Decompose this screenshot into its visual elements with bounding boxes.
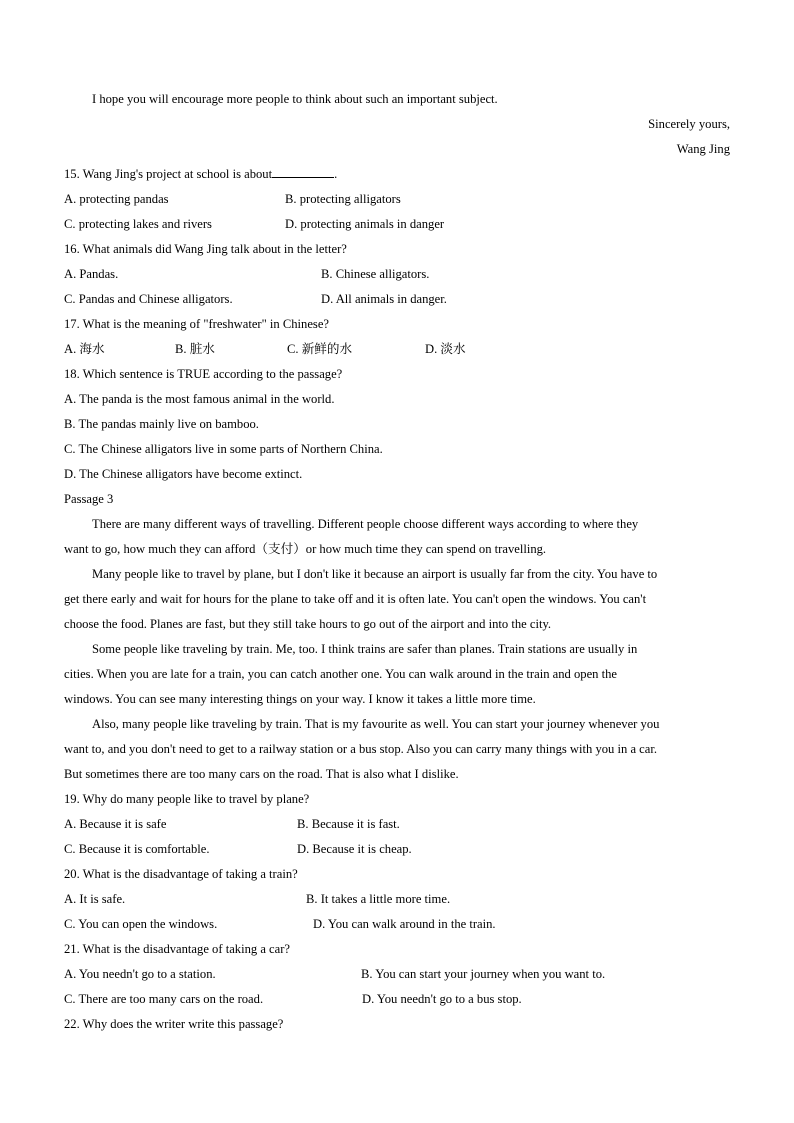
option-d: D. You needn't go to a bus stop. xyxy=(362,992,522,1006)
question-19-options-row-2 xyxy=(64,837,730,862)
passage-line: choose the food. Planes are fast, but they still take hours to go out of the airport and into the city. xyxy=(64,617,552,631)
question-19-options-row-1 xyxy=(64,812,730,837)
question-18-stem: 18. Which sentence is TRUE according to the passage? xyxy=(64,367,343,381)
option-d: D. The Chinese alligators have become extinct. xyxy=(64,467,303,481)
option-d: D. protecting animals in danger xyxy=(285,217,445,231)
option-b: B. protecting alligators xyxy=(285,192,401,206)
passage-line: But sometimes there are too many cars on the road. That is also what I dislike. xyxy=(64,767,459,781)
option-a: A. 海水 xyxy=(64,342,105,356)
passage-line: Also, many people like traveling by train. That is my favourite as well. You can start your journey whenever you xyxy=(92,717,660,731)
question-21-stem: 21. What is the disadvantage of taking a car? xyxy=(64,942,291,956)
option-b: B. Chinese alligators. xyxy=(321,267,430,281)
question-21-options-row-2 xyxy=(64,987,730,1012)
letter-signature: Wang Jing xyxy=(676,142,730,156)
question-15-options-row-2 xyxy=(64,212,730,237)
option-c: C. There are too many cars on the road. xyxy=(64,992,264,1006)
question-19-stem: 19. Why do many people like to travel by plane? xyxy=(64,792,310,806)
option-a: A. protecting pandas xyxy=(64,192,169,206)
passage-line: windows. You can see many interesting things on your way. I know it takes a little more time. xyxy=(64,692,536,706)
option-a: A. It is safe. xyxy=(64,892,126,906)
passage-line: Some people like traveling by train. Me, too. I think trains are safer than planes. Train stations are usually in xyxy=(92,642,638,656)
option-c: C. The Chinese alligators live in some parts of Northern China. xyxy=(64,442,383,456)
option-b: B. You can start your journey when you want to. xyxy=(361,967,606,981)
question-20-stem: 20. What is the disadvantage of taking a train? xyxy=(64,867,298,881)
passage-line: cities. When you are late for a train, you can catch another one. You can walk around in the train and open the xyxy=(64,667,617,681)
option-a: A. You needn't go to a station. xyxy=(64,967,216,981)
option-a: A. The panda is the most famous animal in the world. xyxy=(64,392,335,406)
option-d: D. 淡水 xyxy=(425,342,466,356)
question-15 xyxy=(64,162,730,187)
option-c: C. Because it is comfortable. xyxy=(64,842,210,856)
option-c: C. protecting lakes and rivers xyxy=(64,217,212,231)
question-21-options-row-1 xyxy=(64,962,730,987)
passage-line: Many people like to travel by plane, but I don't like it because an airport is usually far from the city. You have to xyxy=(92,567,658,581)
passage-3-heading: Passage 3 xyxy=(64,492,114,506)
option-b: B. Because it is fast. xyxy=(297,817,400,831)
question-16-options-row-2 xyxy=(64,287,730,312)
option-d: D. All animals in danger. xyxy=(321,292,447,306)
question-16-options-row-1 xyxy=(64,262,730,287)
question-20-options-row-2 xyxy=(64,912,730,937)
option-b: B. 脏水 xyxy=(175,342,215,356)
question-15-options-row-1 xyxy=(64,187,730,212)
question-17-options xyxy=(64,337,730,362)
question-15-stem: 15. Wang Jing's project at school is about xyxy=(64,167,273,181)
question-20-options-row-1 xyxy=(64,887,730,912)
question-15-period: . xyxy=(334,167,338,181)
option-c: C. You can open the windows. xyxy=(64,917,218,931)
option-b: B. It takes a little more time. xyxy=(306,892,451,906)
answer-blank xyxy=(272,163,334,178)
question-22-stem: 22. Why does the writer write this passage? xyxy=(64,1017,284,1031)
option-c: C. 新鲜的水 xyxy=(287,342,353,356)
letter-closing-paragraph: I hope you will encourage more people to think about such an important subject. xyxy=(92,92,498,106)
option-c: C. Pandas and Chinese alligators. xyxy=(64,292,233,306)
option-a: A. Pandas. xyxy=(64,267,119,281)
option-b: B. The pandas mainly live on bamboo. xyxy=(64,417,259,431)
passage-line: There are many different ways of travelling. Different people choose different ways according to where they xyxy=(92,517,639,531)
question-16-stem: 16. What animals did Wang Jing talk about in the letter? xyxy=(64,242,347,256)
question-17-stem: 17. What is the meaning of "freshwater" in Chinese? xyxy=(64,317,329,331)
letter-sign-off: Sincerely yours, xyxy=(648,117,730,131)
passage-line: get there early and wait for hours for the plane to take off and it is often late. You can't open the windows. You can't xyxy=(64,592,647,606)
passage-line: want to, and you don't need to get to a railway station or a bus stop. Also you can carry many things with you in a car. xyxy=(64,742,658,756)
option-a: A. Because it is safe xyxy=(64,817,167,831)
option-d: D. You can walk around in the train. xyxy=(313,917,496,931)
worksheet-page xyxy=(64,87,730,1037)
option-d: D. Because it is cheap. xyxy=(297,842,412,856)
passage-line: want to go, how much they can afford（支付）or how much time they can spend on travelling. xyxy=(64,542,547,556)
